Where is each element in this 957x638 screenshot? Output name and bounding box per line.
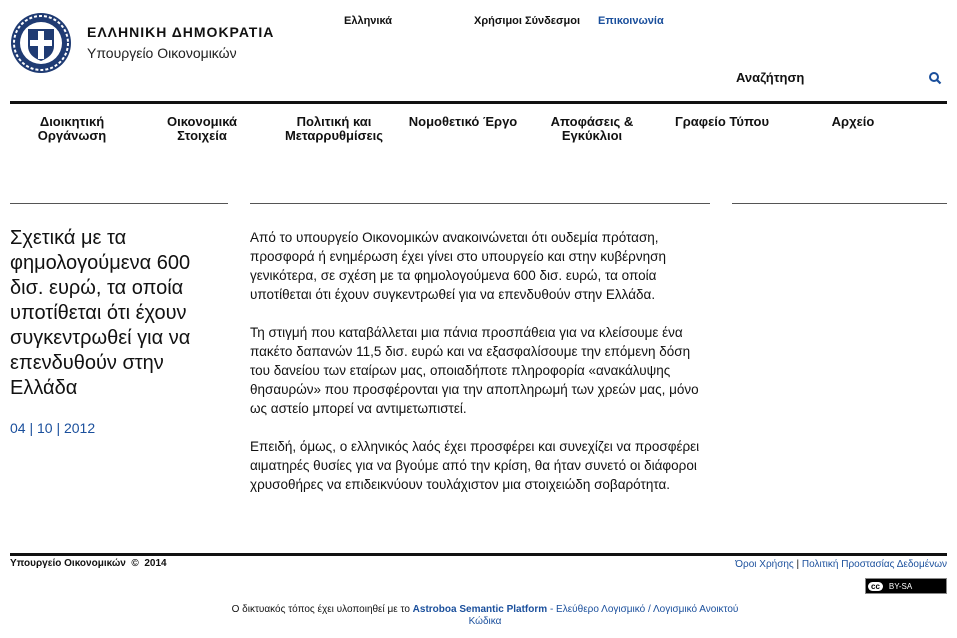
right-column-divider xyxy=(732,203,947,204)
site-subtitle: Υπουργείο Οικονομικών xyxy=(87,45,237,61)
credit-suffix: - Ελεύθερο Λογισμικό / Λογισμικό Ανοικτού Κώδικα xyxy=(468,604,739,627)
footer-divider xyxy=(10,553,947,556)
center-column-divider xyxy=(250,203,710,204)
astroboa-platform-link[interactable]: Astroboa Semantic Platform xyxy=(412,604,548,615)
site-title: ΕΛΛΗΝΙΚΗ ΔΗΜΟΚΡΑΤΙΑ xyxy=(87,24,275,40)
search-icon[interactable] xyxy=(928,71,942,85)
language-link[interactable]: Ελληνικά xyxy=(344,15,392,27)
left-column-divider xyxy=(10,203,228,204)
article-body xyxy=(250,228,712,513)
useful-links-link[interactable]: Χρήσιμοι Σύνδεσμοι xyxy=(474,15,581,27)
footer-links xyxy=(735,559,947,570)
article-paragraph: Τη στιγμή που καταβάλλεται μια πάνια προσπάθεια για να κλείσουμε ένα πακέτο δαπανών 11,5 δισ. ευρώ και να εξασφαλίσουμε την επόμενη δόση του δανείου των εταίρων μας, οποιαδήποτε πληροφορία «ανακάλυψης θησαυρών» που προσφέρονται για την αποπληρωμή των χρεών μας, μόνο ως αστείο μπορεί να αντιμετωπιστεί. xyxy=(250,325,699,416)
nav-item-financial-data[interactable]: Οικονομικά Στοιχεία xyxy=(166,114,238,143)
platform-credit xyxy=(230,604,740,628)
article-title: Σχετικά με τα φημολογούμενα 600 δισ. ευρώ, τα οποία υποτίθεται ότι έχουν συγκεντρωθεί για να επενδυθούν στην Ελλάδα xyxy=(10,227,191,399)
credit-prefix: Ο δικτυακός τόπος έχει υλοποιηθεί με το xyxy=(231,604,410,615)
nav-item-administration[interactable]: Διοικητική Οργάνωση xyxy=(37,114,107,143)
nav-item-policy-reforms[interactable]: Πολιτική και Μεταρρυθμίσεις xyxy=(284,114,384,143)
nav-item-archive[interactable]: Αρχείο xyxy=(831,114,875,129)
greek-coat-of-arms-logo[interactable] xyxy=(10,12,72,74)
nav-item-legislative-work[interactable]: Νομοθετικό Έργο xyxy=(408,114,518,129)
article-paragraph: Από το υπουργείο Οικονομικών ανακοινώνεται ότι ουδεμία πρόταση, προσφορά ή ενημέρωση έχει γίνει στο υπουργείο και στην κυβέρνηση γενικότερα, σε σχέση με τα φημολογούμενα 600 δισ. ευρώ, τα οποία υποτίθεται ότι έχουν συγκεντρωθεί για να επενδυθούν στην Ελλάδα. xyxy=(250,230,666,302)
footer-copyright: Υπουργείο Οικονομικών © 2014 xyxy=(10,558,167,569)
contact-link[interactable]: Επικοινωνία xyxy=(598,15,664,27)
nav-item-press-office[interactable]: Γραφείο Τύπου xyxy=(674,114,770,129)
creative-commons-icon: cc xyxy=(868,582,883,591)
article-date: 04 | 10 | 2012 xyxy=(10,420,96,436)
header-divider xyxy=(10,101,947,104)
cc-license-badge[interactable] xyxy=(865,578,947,594)
terms-link[interactable]: Όροι Χρήσης xyxy=(735,559,794,570)
license-label: BY-SA xyxy=(888,581,913,591)
search-label[interactable]: Αναζήτηση xyxy=(736,70,805,85)
footer-separator: | xyxy=(796,559,800,570)
nav-item-decisions-circulars[interactable]: Αποφάσεις & Εγκύκλιοι xyxy=(550,114,634,143)
article-paragraph: Επειδή, όμως, ο ελληνικός λαός έχει προσφέρει και συνεχίζει να προσφέρει αιματηρές θυσίες για να βγούμε από την κρίση, θα ήταν συνετό οι διάφοροι χρυσοθήρες να επιδεικνύουν τουλάχιστον μια στοιχειώδη σοβαρότητα. xyxy=(250,439,700,492)
privacy-policy-link[interactable]: Πολιτική Προστασίας Δεδομένων xyxy=(801,559,947,570)
